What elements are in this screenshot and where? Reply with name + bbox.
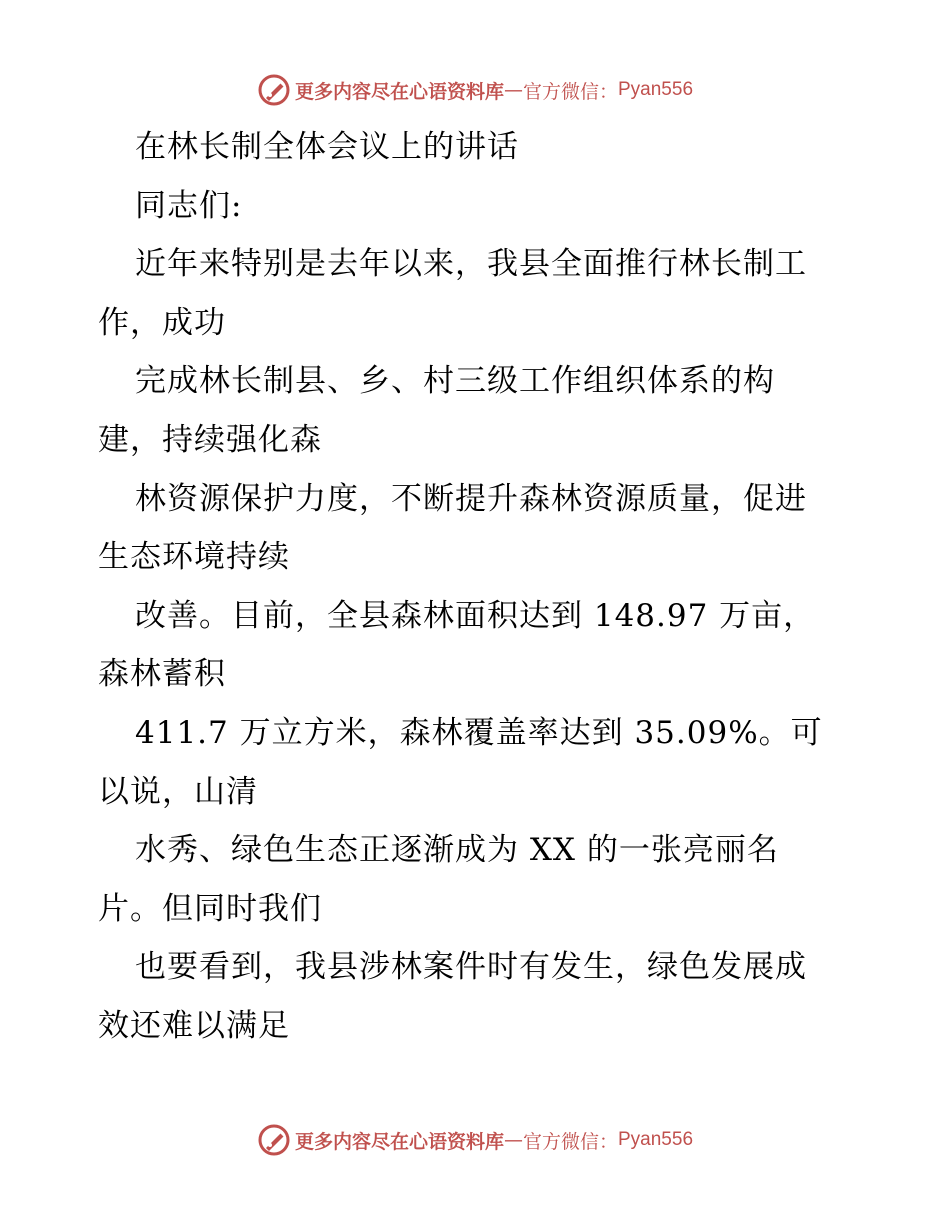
text-line: 作，成功 bbox=[98, 304, 226, 341]
footer-watermark-banner bbox=[0, 1120, 950, 1160]
text-line: 效还难以满足 bbox=[98, 1007, 290, 1044]
header-watermark-banner bbox=[0, 70, 950, 110]
banner-wechat-handle: Pyan556 bbox=[618, 79, 694, 100]
banner-wechat-label: 官方微信： bbox=[522, 1130, 618, 1153]
text-line: 片。但同时我们 bbox=[98, 890, 322, 927]
salutation: 同志们: bbox=[135, 187, 243, 224]
banner-wechat-handle: Pyan556 bbox=[618, 1129, 694, 1150]
text-line: 近年来特别是去年以来，我县全面推行林长制工 bbox=[135, 246, 807, 283]
text-line: 411.7 万立方米，森林覆盖率达到 35.09%。可 bbox=[135, 714, 823, 751]
banner-dash: — bbox=[503, 79, 523, 101]
banner-slogan: 更多内容尽在心语资料库 bbox=[294, 1130, 504, 1153]
document-title: 在林长制全体会议上的讲话 bbox=[135, 129, 519, 165]
text-line: 水秀、绿色生态正逐渐成为 XX 的一张亮丽名 bbox=[135, 832, 779, 869]
text-line: 完成林长制县、乡、村三级工作组织体系的构 bbox=[135, 363, 775, 400]
banner-wechat-label: 官方微信： bbox=[522, 80, 618, 103]
pen-nib-logo-icon bbox=[257, 1123, 291, 1157]
banner-slogan: 更多内容尽在心语资料库 bbox=[294, 80, 504, 103]
text-line: 林资源保护力度，不断提升森林资源质量，促进 bbox=[135, 480, 807, 517]
pen-nib-logo-icon bbox=[257, 73, 291, 107]
text-line: 森林蓄积 bbox=[98, 656, 226, 693]
text-line: 也要看到，我县涉林案件时有发生，绿色发展成 bbox=[135, 949, 807, 986]
banner-dash: — bbox=[503, 1129, 523, 1151]
text-line: 生态环境持续 bbox=[98, 539, 290, 576]
document-body bbox=[98, 118, 858, 1056]
text-line: 改善。目前，全县森林面积达到 148.97 万亩， bbox=[135, 597, 816, 634]
text-line: 以说，山清 bbox=[98, 773, 258, 810]
text-line: 建，持续强化森 bbox=[98, 421, 322, 458]
